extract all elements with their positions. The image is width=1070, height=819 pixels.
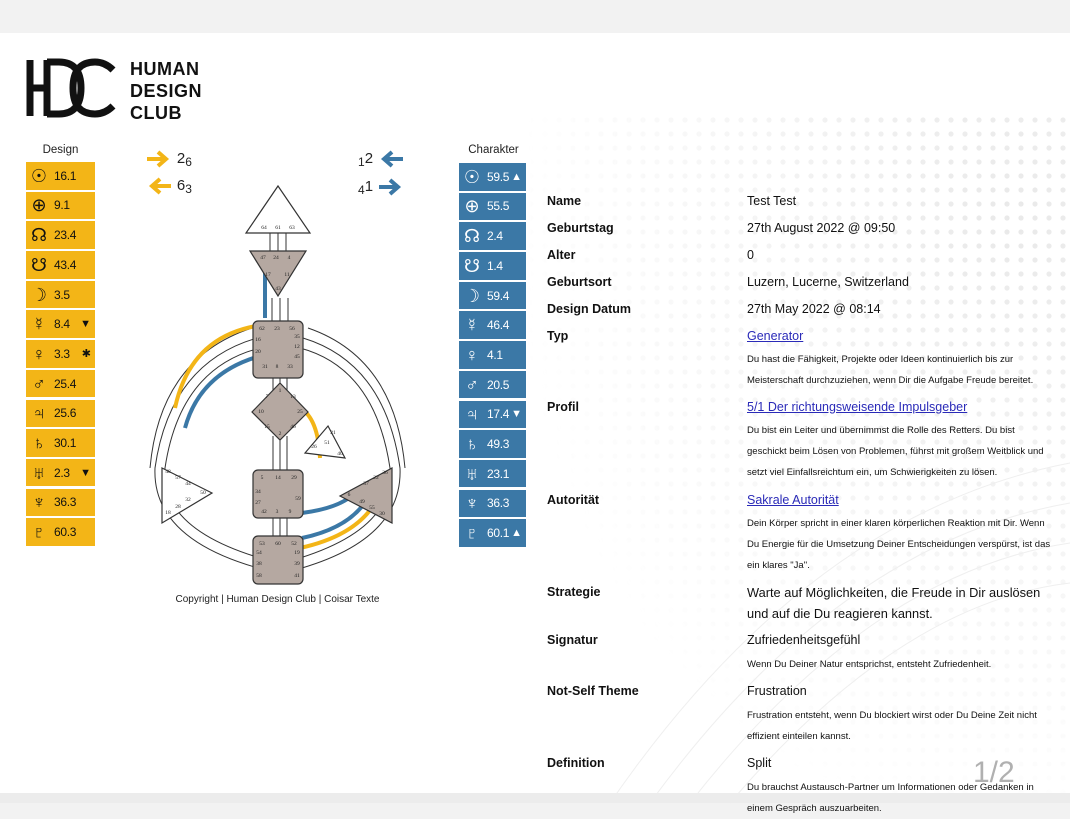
gate-label: 52 (291, 541, 297, 547)
planet-marker: ▼ (80, 466, 91, 479)
profil-label: Profil (547, 400, 579, 414)
jupiter-icon: ♃ (32, 403, 46, 424)
gate-label: 39 (294, 561, 300, 567)
character-planet-row (459, 222, 526, 250)
mars-icon: ♂ (465, 374, 479, 395)
authority-link[interactable]: Sakrale Autorität (747, 493, 839, 507)
gate-label: 28 (175, 504, 181, 510)
defined-channel (175, 326, 256, 408)
definition-value: Split (747, 756, 772, 770)
saturn-icon: ♄ (32, 432, 46, 453)
hdc-logo-icon (25, 58, 117, 118)
character-planet-row (459, 341, 526, 369)
gate-label: 17 (265, 272, 271, 278)
gate-label: 3 (275, 509, 279, 515)
pluto-icon: ♇ (465, 523, 479, 543)
viewer-bottom-bar (0, 793, 1070, 803)
planet-marker: ▲ (511, 527, 522, 539)
gate-label: 56 (289, 326, 295, 332)
gate-label: 44 (185, 481, 191, 487)
planet-marker: ▼ (80, 318, 91, 331)
gate-label: 47 (260, 255, 266, 261)
type-link[interactable]: Generator (747, 329, 804, 343)
bodygraph-chart (140, 178, 415, 588)
venus-icon: ♀ (465, 344, 479, 365)
gate-label: 54 (256, 550, 262, 556)
uranus-icon: ♅ (32, 462, 46, 483)
planet-gate-value: 25.6 (54, 406, 77, 421)
uranus-icon: ♅ (465, 463, 479, 484)
neptune-icon: ♆ (465, 493, 479, 514)
planet-gate-value: 23.4 (54, 228, 77, 243)
neptune-icon: ♆ (32, 492, 46, 513)
planet-gate-value: 59.4 (487, 288, 510, 303)
gate-label: 48 (165, 469, 171, 475)
gate-label: 11 (284, 272, 290, 278)
gate-label: 6 (347, 492, 351, 498)
venus-icon: ♀ (32, 343, 46, 364)
gate-label: 57 (175, 475, 181, 481)
gate-label: 23 (274, 326, 280, 332)
gate-label: 49 (359, 499, 365, 505)
authority-description: Dein Körper spricht in einer klaren körperlichen Reaktion mit Dir. Wenn Du Energie für die Umsetzung Deiner Entscheidungen verspürst, ist das ein klares "Ja". (747, 518, 1051, 571)
gate-label: 45 (294, 354, 300, 360)
planet-gate-value: 2.3 (54, 465, 70, 480)
name-value: Test Test (747, 194, 797, 208)
age-label: Alter (547, 248, 576, 262)
gate-label: 20 (255, 349, 261, 355)
character-planet-row (459, 460, 526, 488)
planet-gate-value: 30.1 (54, 435, 77, 450)
planet-gate-value: 3.5 (54, 287, 70, 302)
design-planet-row (26, 489, 95, 517)
gate-label: 16 (255, 337, 261, 343)
design-planet-row (26, 370, 95, 398)
gate-label: 30 (379, 511, 385, 517)
gate-label: 34 (255, 489, 261, 495)
gate-label: 21 (330, 430, 336, 436)
channel-line (155, 338, 258, 568)
gate-label: 13 (290, 394, 296, 400)
authority-value[interactable] (747, 493, 1052, 507)
south-node-icon: ☋ (31, 254, 47, 275)
planet-marker: ▼ (511, 408, 522, 421)
gate-label: 22 (373, 475, 379, 481)
arrow-right-icon (145, 150, 173, 168)
gate-label: 50 (200, 490, 206, 496)
gate-label: 24 (273, 255, 279, 261)
variable-left-top (145, 150, 192, 168)
gate-label: 10 (258, 409, 264, 415)
jupiter-icon: ♃ (465, 404, 479, 425)
variable-sub: 3 (185, 182, 192, 196)
birthday-value: 27th August 2022 @ 09:50 (747, 221, 896, 235)
planet-gate-value: 60.3 (54, 525, 77, 539)
gate-label: 63 (289, 225, 295, 231)
document-page (0, 33, 1070, 814)
strategy-label: Strategie (547, 585, 601, 599)
profil-link[interactable]: 5/1 Der richtungsweisende Impulsgeber (747, 400, 968, 414)
moon-icon: ☽ (30, 284, 48, 305)
definition-description: Du brauchst Austausch-Partner um Informationen oder Gedanken in einem Gespräch auszuarbeiten. (747, 782, 1034, 814)
gate-label: 33 (287, 364, 293, 370)
design-planet-row (26, 340, 95, 368)
south-node-icon: ☋ (464, 255, 480, 276)
earth-icon: ⊕ (31, 195, 47, 216)
gate-label: 19 (294, 550, 300, 556)
brand-name (130, 58, 202, 124)
not-self-value: Frustration (747, 684, 807, 698)
gate-label: 2 (278, 431, 282, 437)
design-planet-row (26, 310, 95, 338)
north-node-icon: ☊ (464, 226, 480, 247)
planet-gate-value: 20.5 (487, 377, 510, 392)
mercury-icon: ☿ (32, 314, 46, 335)
defined-channel (185, 356, 260, 428)
birthplace-label: Geburtsort (547, 275, 612, 289)
channel-line (150, 328, 252, 468)
gate-label: 64 (261, 225, 267, 231)
planet-gate-value: 23.1 (487, 466, 510, 481)
planet-gate-value: 36.3 (54, 495, 77, 510)
strategy-value: Warte auf Möglichkeiten, die Freude in Dir auslösen und auf die Du reagieren kannst. (747, 585, 1041, 621)
gate-label: 40 (337, 451, 343, 457)
gate-label: 61 (275, 225, 281, 231)
design-planet-row (26, 459, 95, 487)
gate-label: 42 (261, 509, 267, 515)
planet-gate-value: 25.4 (54, 376, 77, 391)
gate-label: 41 (294, 573, 300, 579)
mars-icon: ♂ (32, 373, 46, 394)
gate-label: 37 (363, 481, 369, 487)
pluto-icon: ♇ (32, 522, 46, 542)
character-planet-row (459, 401, 526, 429)
planet-gate-value: 55.5 (487, 199, 510, 214)
gate-label: 14 (275, 475, 281, 481)
character-planet-row (459, 519, 526, 547)
type-description: Du hast die Fähigkeit, Projekte oder Ideen kontinuierlich bis zur Meisterschaft durchzuziehen, wenn Dir die Aufgabe Freude bereitet. (747, 354, 1034, 386)
character-planet-row (459, 282, 526, 310)
variable-digit: 2 (364, 150, 374, 167)
not-self-label: Not-Self Theme (547, 684, 639, 698)
character-planet-row (459, 252, 526, 280)
planet-gate-value: 43.4 (54, 257, 77, 272)
planet-gate-value: 60.1 (487, 526, 510, 540)
gate-label: 18 (165, 510, 171, 516)
character-planet-row (459, 490, 526, 518)
variable-sub: 6 (185, 155, 192, 169)
planet-gate-value: 36.3 (487, 496, 510, 511)
gate-label: 1 (278, 388, 282, 394)
moon-icon: ☽ (463, 285, 481, 306)
design-date-label: Design Datum (547, 302, 632, 316)
gate-label: 62 (259, 326, 265, 332)
signature-label: Signatur (547, 633, 598, 647)
planet-marker: ✱ (81, 348, 91, 361)
gate-label: 55 (369, 505, 375, 511)
gate-label: 29 (291, 475, 297, 481)
planet-marker: ▲ (511, 170, 522, 183)
variable-digit: 2 (176, 150, 186, 167)
gate-label: 5 (260, 475, 264, 481)
sun-icon: ☉ (30, 165, 48, 186)
design-date-value: 27th May 2022 @ 08:14 (747, 302, 881, 316)
gate-label: 25 (297, 409, 303, 415)
planet-gate-value: 4.1 (487, 347, 503, 362)
brand-name-line: DESIGN (130, 81, 203, 101)
gate-label: 26 (311, 444, 317, 450)
gate-label: 7 (265, 394, 269, 400)
definition-label: Definition (547, 756, 605, 770)
profil-description: Du bist ein Leiter und übernimmst die Rolle des Retters. Du bist geschickt beim Lösen von Problemen, führst mit großem Weitblick und setzt viel Einfallsreichtum ein, um Schwierigkeiten zu lösen. (747, 425, 1044, 478)
planet-gate-value: 49.3 (487, 436, 510, 451)
gate-label: 9 (288, 509, 292, 515)
not-self-description: Frustration entsteht, wenn Du blockiert wirst oder Du Deine Zeit nicht effizient einteilen kannst. (747, 710, 1037, 742)
planet-gate-value: 2.4 (487, 229, 503, 244)
planet-gate-value: 3.3 (54, 346, 70, 361)
gate-label: 58 (256, 573, 262, 579)
gate-label: 43 (275, 286, 281, 292)
gate-label: 15 (264, 424, 270, 430)
arrow-left-icon (377, 150, 405, 168)
planet-gate-value: 46.4 (487, 318, 510, 333)
gate-label: 36 (382, 470, 388, 476)
gate-label: 51 (324, 440, 330, 446)
character-planet-row (459, 430, 526, 458)
authority-label: Autorität (547, 493, 600, 507)
brand-name-line: HUMAN (130, 59, 200, 79)
design-planet-row (26, 192, 95, 220)
planet-gate-value: 17.4 (487, 407, 510, 422)
character-planet-column (459, 163, 526, 549)
gate-label: 32 (185, 497, 191, 503)
character-planet-row (459, 371, 526, 399)
type-label: Typ (547, 329, 569, 343)
design-planet-row (26, 281, 95, 309)
design-planet-column (26, 162, 95, 548)
variable-digit: 6 (176, 177, 186, 194)
saturn-icon: ♄ (465, 433, 479, 454)
age-value: 0 (747, 248, 754, 262)
signature-value: Zufriedenheitsgefühl (747, 633, 861, 647)
birthday-label: Geburtstag (547, 221, 614, 235)
design-planet-row (26, 162, 95, 190)
gate-label: 53 (259, 541, 265, 547)
variable-right-top (358, 150, 405, 168)
design-column-title: Design (42, 144, 79, 156)
brand-name-line: CLUB (130, 103, 182, 123)
gate-label: 31 (262, 364, 268, 370)
variable-pre: 1 (358, 155, 365, 169)
gate-label: 27 (255, 500, 261, 506)
gate-label: 46 (290, 424, 296, 430)
planet-gate-value: 1.4 (487, 258, 503, 273)
planet-gate-value: 9.1 (54, 198, 70, 213)
page-indicator: 1/2 (973, 756, 1015, 789)
gate-label: 12 (294, 344, 300, 350)
character-planet-row (459, 163, 526, 191)
sun-icon: ☉ (463, 166, 481, 187)
mercury-icon: ☿ (465, 315, 479, 336)
gate-label: 38 (256, 561, 262, 567)
planet-gate-value: 16.1 (54, 168, 77, 183)
character-planet-row (459, 311, 526, 339)
gate-label: 59 (295, 496, 301, 502)
planet-gate-value: 59.5 (487, 169, 510, 184)
signature-description: Wenn Du Deiner Natur entsprichst, entsteht Zufriedenheit. (747, 659, 992, 670)
gate-label: 60 (275, 541, 281, 547)
design-planet-row (26, 221, 95, 249)
character-planet-row (459, 193, 526, 221)
type-value[interactable] (747, 329, 1052, 343)
design-planet-row (26, 251, 95, 279)
design-planet-row (26, 400, 95, 428)
planet-gate-value: 8.4 (54, 317, 70, 332)
gate-label: 4 (287, 255, 291, 261)
viewer-top-bar (0, 0, 1070, 33)
profil-value[interactable] (747, 400, 1052, 414)
design-planet-row (26, 518, 95, 546)
name-label: Name (547, 194, 582, 208)
earth-icon: ⊕ (464, 196, 480, 217)
birthplace-value: Luzern, Lucerne, Switzerland (747, 275, 909, 289)
character-column-title: Charakter (468, 144, 519, 156)
copyright-note: Copyright | Human Design Club | Coisar Texte (175, 594, 380, 605)
gate-label: 8 (275, 364, 279, 370)
north-node-icon: ☊ (31, 225, 47, 246)
gate-label: 35 (294, 334, 300, 340)
design-planet-row (26, 429, 95, 457)
variable-pre: 4 (358, 183, 365, 197)
variable-digit: 1 (364, 178, 374, 195)
